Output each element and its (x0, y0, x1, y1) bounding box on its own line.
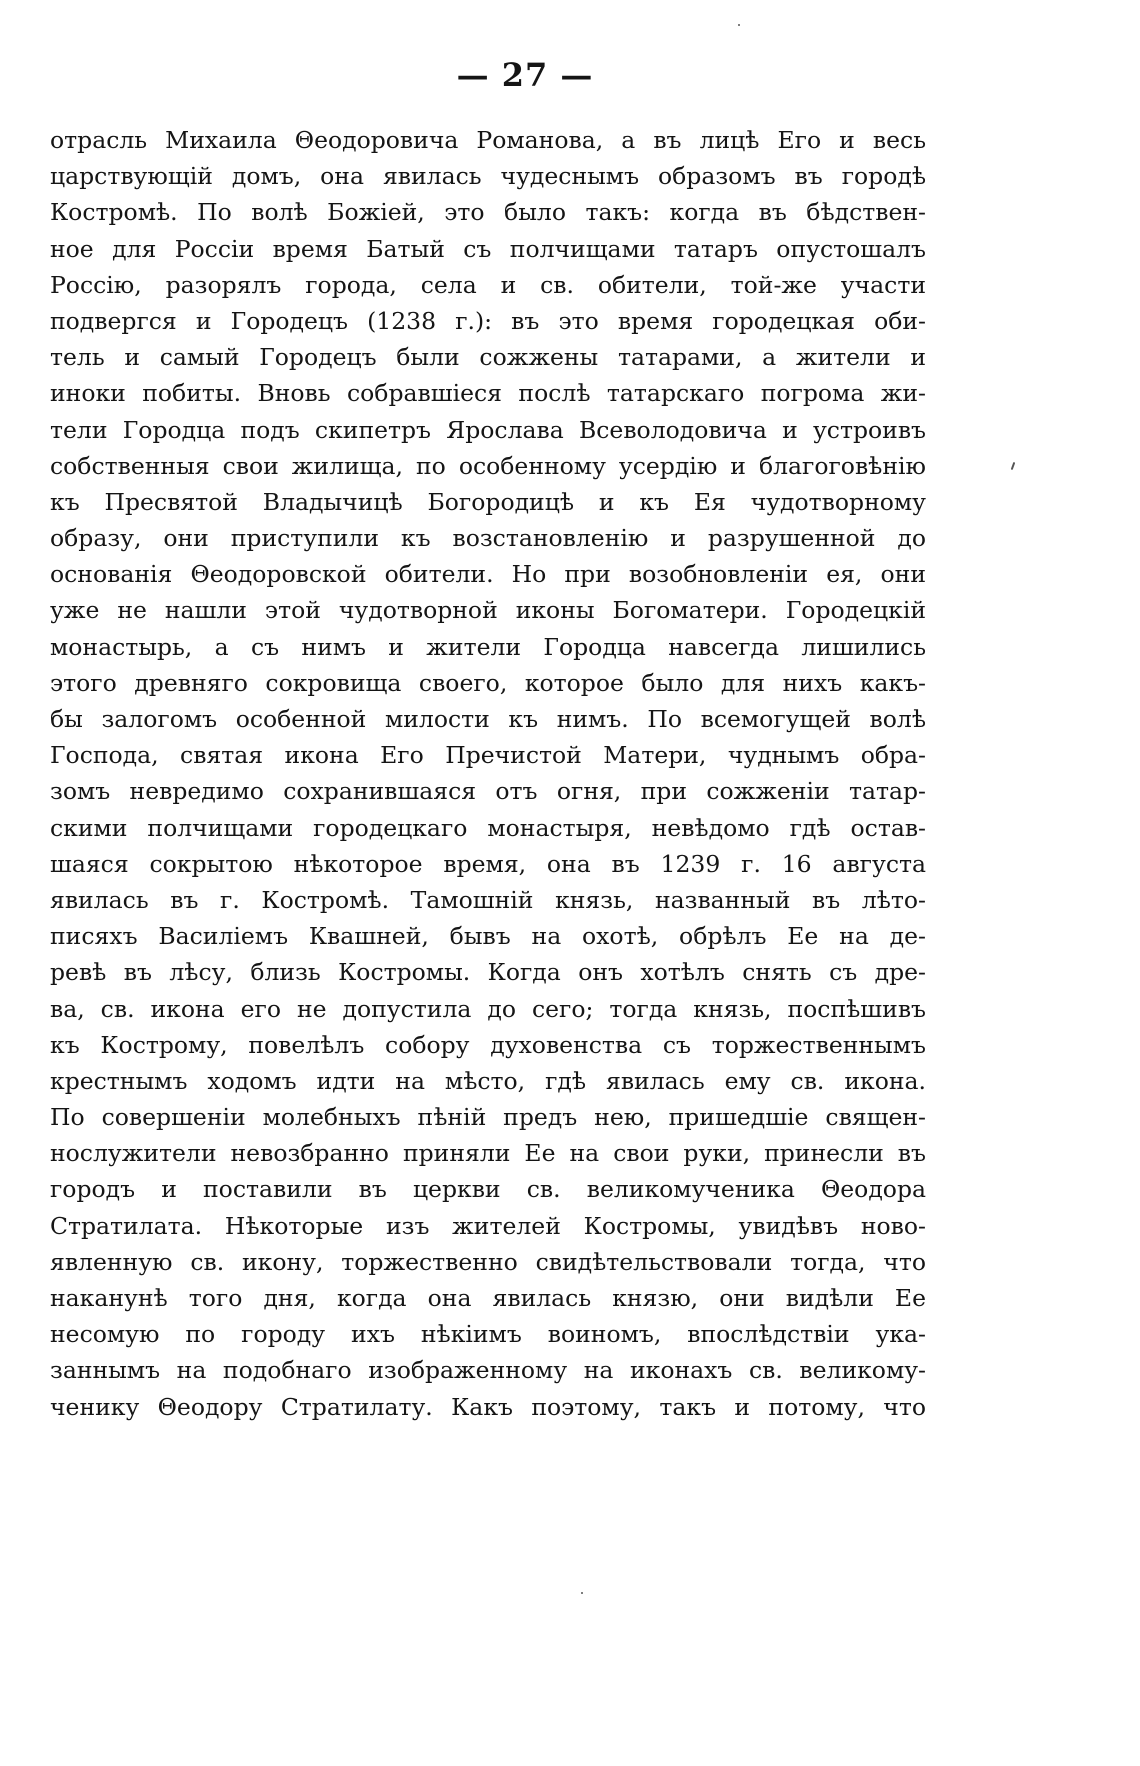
text-line: ное для Россіи время Батый съ полчищами татаръ опустошалъ (50, 234, 926, 263)
text-line: ченику Θеодору Стратилату. Какъ поэтому, такъ и потому, что (50, 1392, 926, 1421)
text-line: заннымъ на подобнаго изображенному на иконахъ св. великому- (50, 1356, 926, 1385)
text-line: монастырь, а съ нимъ и жители Городца навсегда лишились (50, 632, 926, 661)
text-line: нослужители невозбранно приняли Ее на свои руки, принесли въ (50, 1139, 926, 1168)
ink-speck (738, 24, 740, 26)
text-line: подвергся и Городецъ (1238 г.): въ это время городецкая оби- (50, 306, 926, 335)
text-line: явилась въ г. Костромѣ. Тамошній князь, названный въ лѣто- (50, 885, 926, 914)
text-line: ва, св. икона его не допустила до сего; тогда князь, поспѣшивъ (50, 994, 926, 1023)
text-line: шаяся сокрытою нѣкоторое время, она въ 1239 г. 16 августа (50, 849, 926, 878)
ink-speck (1011, 462, 1016, 470)
text-line: По совершеніи молебныхъ пѣній предъ нею, пришедшіе священ- (50, 1103, 926, 1132)
text-line: писяхъ Василіемъ Квашней, бывъ на охотѣ, обрѣлъ Ее на де- (50, 922, 926, 951)
text-line: Господа, святая икона Его Пречистой Матери, чуднымъ обра- (50, 741, 926, 770)
text-line: Костромѣ. По волѣ Божіей, это было такъ: когда въ бѣдствен- (50, 198, 926, 227)
text-line: образу, они приступили къ возстановленію и разрушенной до (50, 524, 926, 553)
text-line: отрасль Михаила Θеодоровича Романова, а въ лицѣ Его и весь (50, 126, 926, 154)
text-line: собственныя свои жилища, по особенному усердію и благоговѣнію (50, 451, 926, 480)
text-line: несомую по городу ихъ нѣкіимъ воиномъ, впослѣдствіи ука- (50, 1320, 926, 1349)
text-line: иноки побиты. Вновь собравшіеся послѣ татарскаго погрома жи- (50, 379, 926, 408)
text-line: явленную св. икону, торжественно свидѣтельствовали тогда, что (50, 1247, 926, 1276)
text-line: къ Кострому, повелѣлъ собору духовенства съ торжественнымъ (50, 1030, 926, 1059)
text-line: Россію, разорялъ города, села и св. обители, той-же участи (50, 270, 926, 299)
text-line: крестнымъ ходомъ идти на мѣсто, гдѣ явилась ему св. икона. (50, 1066, 926, 1095)
text-line: зомъ невредимо сохранившаяся отъ огня, при сожженіи татар- (50, 777, 926, 806)
text-line: Стратилата. Нѣкоторые изъ жителей Костромы, увидѣвъ ново- (50, 1211, 926, 1240)
body-text (50, 122, 926, 1425)
page-number: — 27 — (456, 56, 594, 94)
text-line: ревѣ въ лѣсу, близь Костромы. Когда онъ хотѣлъ снять съ дре- (50, 958, 926, 987)
text-line: городъ и поставили въ церкви св. великомученика Θеодора (50, 1175, 926, 1204)
text-line: этого древняго сокровища своего, которое было для нихъ какъ- (50, 668, 926, 697)
text-line: скими полчищами городецкаго монастыря, невѣдомо гдѣ остав- (50, 813, 926, 842)
text-line: основанія Θеодоровской обители. Но при возобновленіи ея, они (50, 560, 926, 589)
text-line: тели Городца подъ скипетръ Ярослава Всеволодовича и устроивъ (50, 415, 926, 444)
text-line: царствующій домъ, она явилась чудеснымъ образомъ въ городѣ (50, 162, 926, 191)
text-line: къ Пресвятой Владычицѣ Богородицѣ и къ Ея чудотворному (50, 487, 926, 516)
text-line: тель и самый Городецъ были сожжены татарами, а жители и (50, 343, 926, 372)
text-line: бы залогомъ особенной милости къ нимъ. По всемогущей волѣ (50, 705, 926, 733)
ink-speck (581, 1592, 583, 1594)
text-line: уже не нашли этой чудотворной иконы Богоматери. Городецкій (50, 596, 926, 625)
text-line: наканунѣ того дня, когда она явилась князю, они видѣли Ее (50, 1284, 926, 1312)
